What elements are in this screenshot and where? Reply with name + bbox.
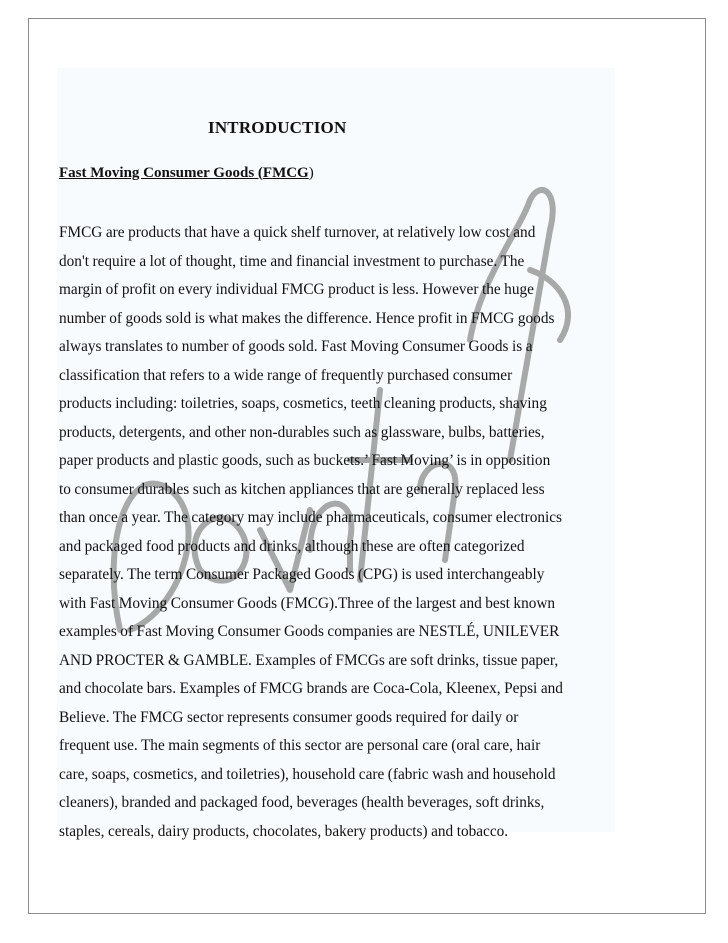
paragraph-line: Believe. The FMCG sector represents consumer goods required for daily or [59,708,519,726]
subheading-abbreviation: FMCG [262,165,309,181]
page-title: INTRODUCTION [208,118,347,137]
paragraph-line: don't require a lot of thought, time and financial investment to purchase. The [59,252,525,270]
paragraph-line: products, detergents, and other non-durables such as glassware, bulbs, batteries, [59,423,545,441]
paragraph-line: and packaged food products and drinks, although these are often categorized [59,537,525,555]
paragraph-line: AND PROCTER & GAMBLE. Examples of FMCGs are soft drinks, tissue paper, [59,651,559,669]
paragraph-line: paper products and plastic goods, such as buckets.’ Fast Moving’ is in opposition [59,452,551,469]
body-paragraph [59,219,639,846]
paragraph-line: frequent use. The main segments of this sector are personal care (oral care, hair [59,737,541,754]
paragraph-line: to consumer durables such as kitchen appliances that are generally replaced less [59,480,545,498]
paragraph-line: examples of Fast Moving Consumer Goods companies are NESTLÉ, UNILEVER [59,623,560,640]
paragraph-line: than once a year. The category may include pharmaceuticals, consumer electronics [59,509,562,526]
paragraph-line: number of goods sold is what makes the difference. Hence profit in FMCG goods [59,309,555,327]
subheading-suffix: ) [308,165,314,181]
paragraph-line: care, soaps, cosmetics, and toiletries), household care (fabric wash and household [59,765,556,783]
subheading-prefix: Fast Moving Consumer Goods ( [59,165,263,181]
paragraph-line: always translates to number of goods sold. Fast Moving Consumer Goods is a [59,338,533,355]
paragraph-line: classification that refers to a wide range of frequently purchased consumer [59,366,513,384]
paragraph-line: staples, cereals, dairy products, chocolates, bakery products) and tobacco. [59,822,509,840]
paragraph-line: FMCG are products that have a quick shelf turnover, at relatively low cost and [59,224,536,241]
paragraph-line: separately. The term Consumer Packaged Goods (CPG) is used interchangeably [59,566,545,583]
paragraph-line: and chocolate bars. Examples of FMCG brands are Coca-Cola, Kleenex, Pepsi and [59,680,563,697]
paragraph-line: products including: toiletries, soaps, cosmetics, teeth cleaning products, shaving [59,395,547,412]
section-subheading [59,165,314,182]
paragraph-line: margin of profit on every individual FMCG product is less. However the huge [59,281,534,298]
paragraph-line: with Fast Moving Consumer Goods (FMCG).Three of the largest and best known [59,594,556,612]
paragraph-line: cleaners), branded and packaged food, beverages (health beverages, soft drinks, [59,794,545,811]
